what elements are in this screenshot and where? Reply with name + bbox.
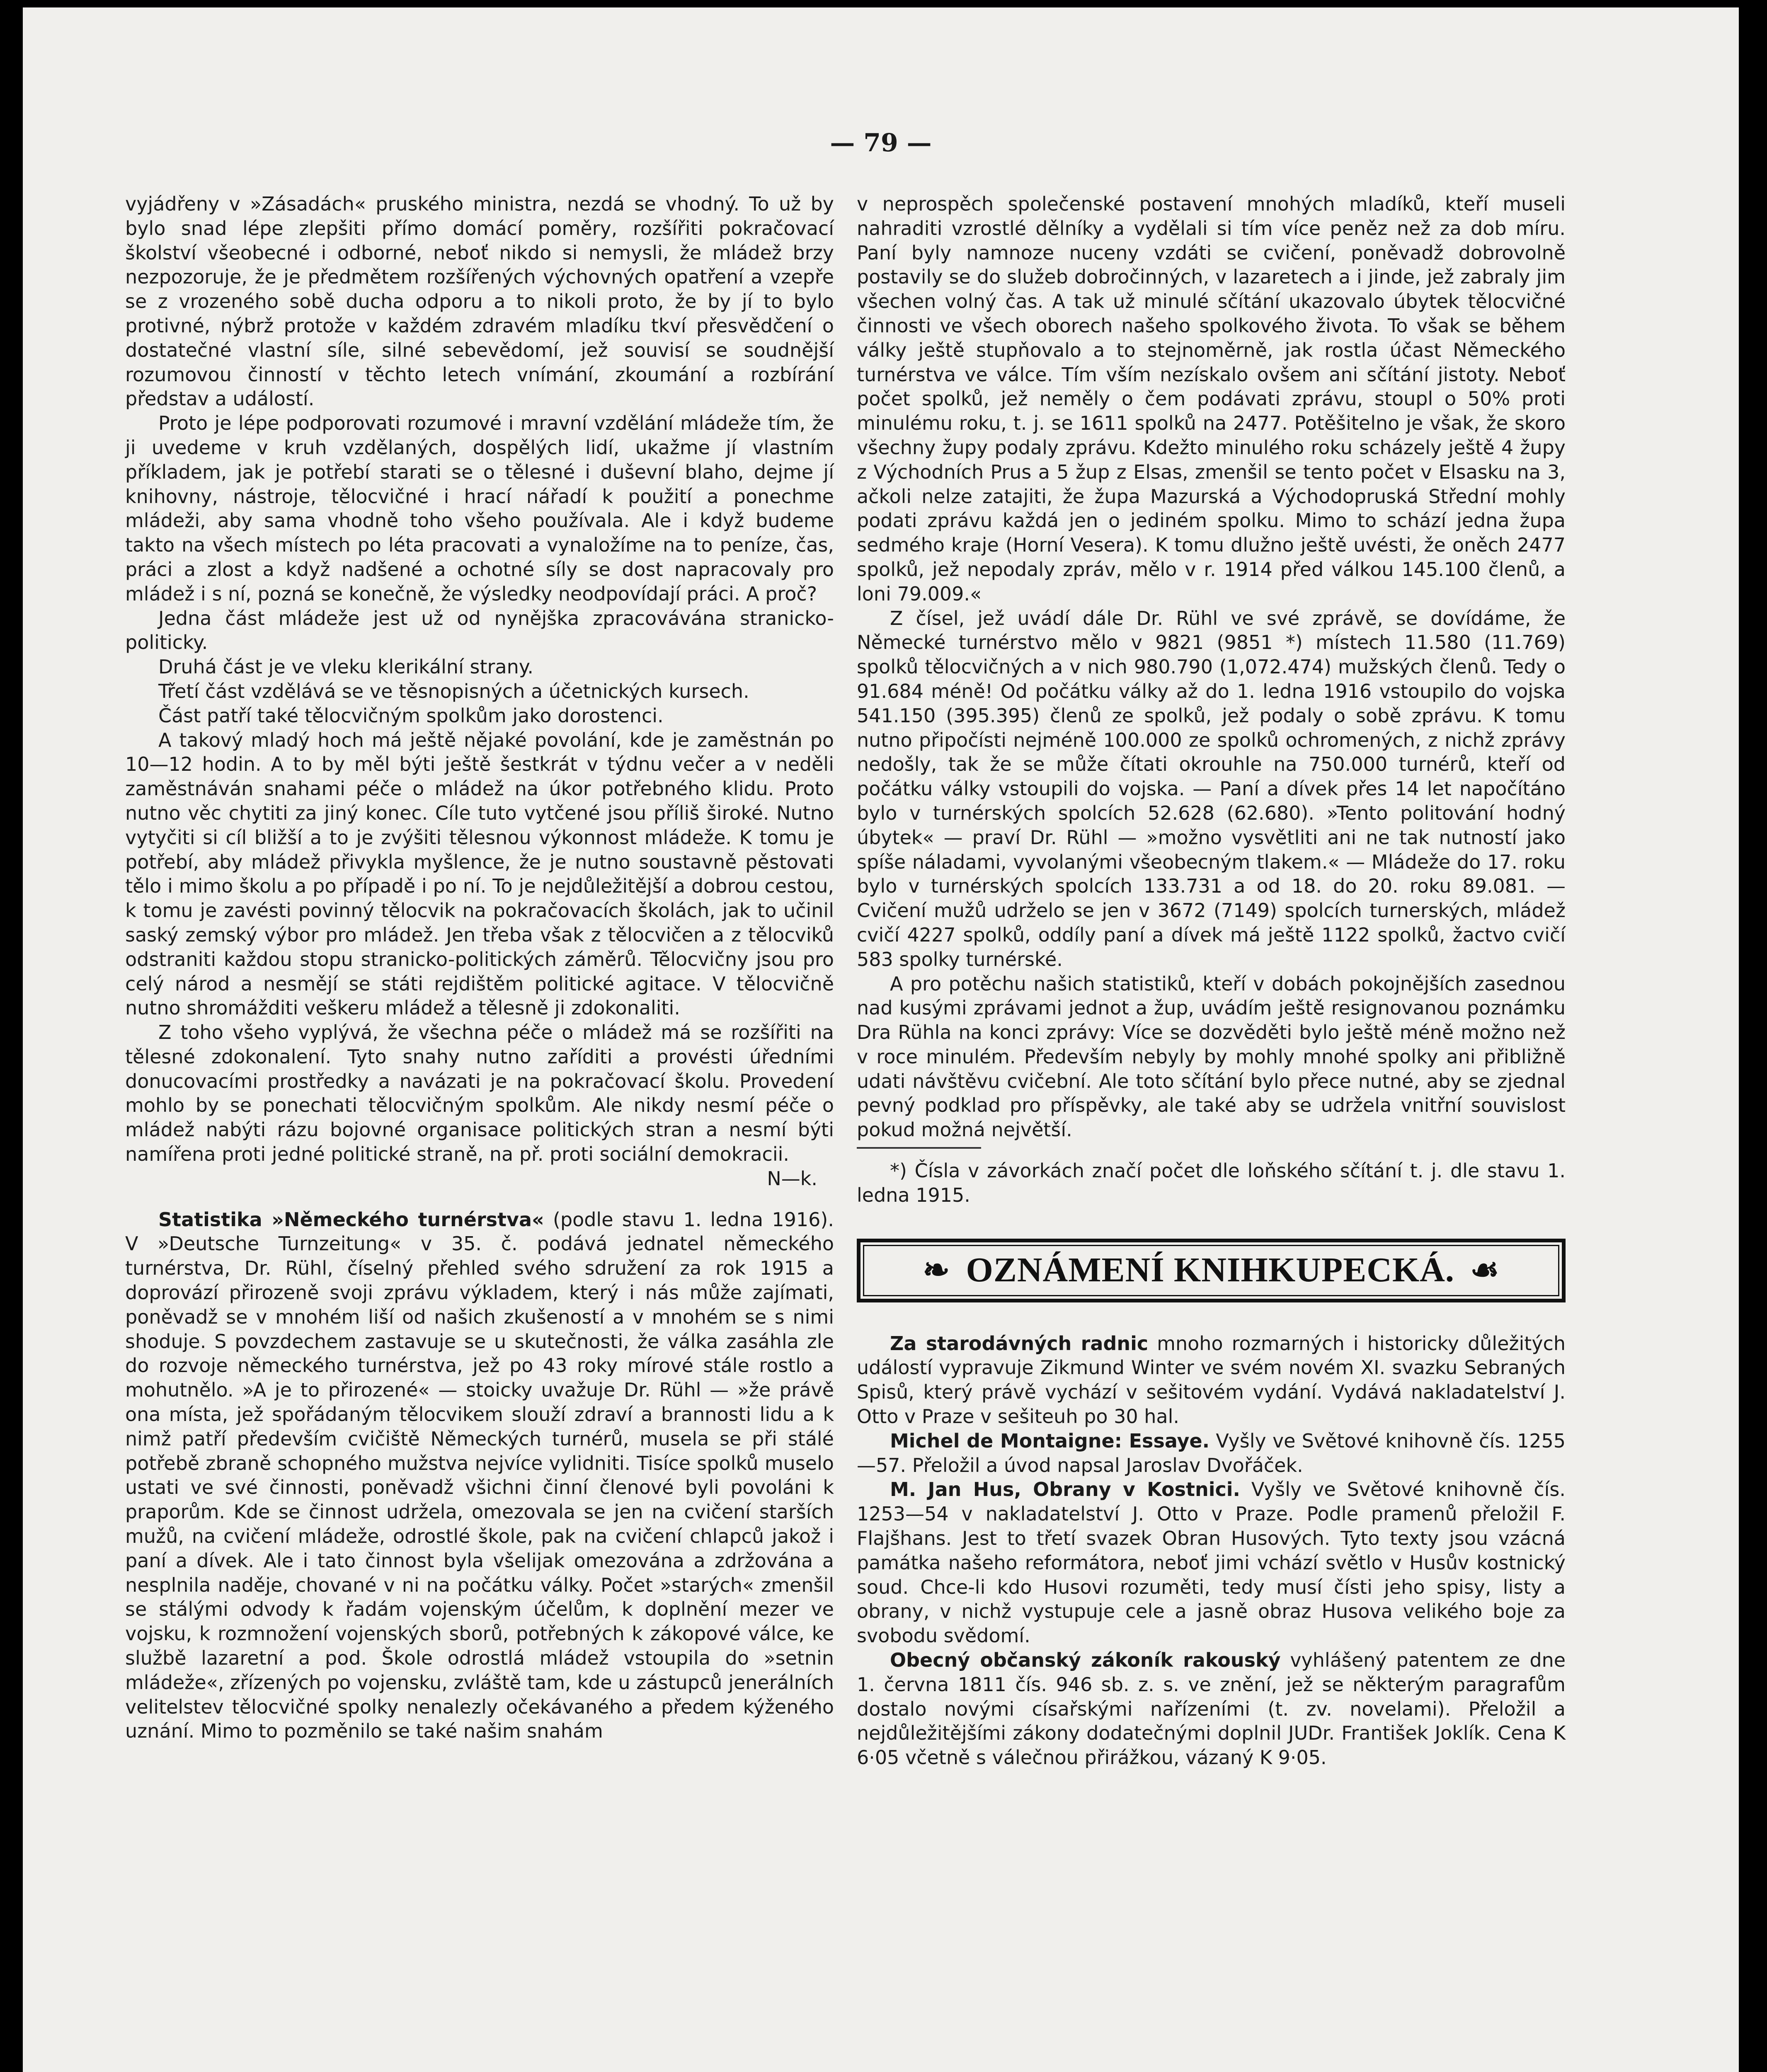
paragraph: A pro potěchu našich statistiků, kteří v dobách pokojnějších zasednou nad kusými zprávami jednot a žup, uvádím ještě resignovanou poznámku Dra Rühla na konci zprávy: Více se dozvěděti bylo ještě méně možno než v roce minulém. Především nebyly by mohly mnohé spolky ani přibližně udati návštěvu cvičební. Ale toto sčítání bylo přece nutné, aby se zjednal pevný podklad pro příspěvky, ale také aby se udržela vnitřní souvislost pokud možná největší. — [857, 972, 1566, 1141]
paragraph: v neprospěch společenské postavení mnohých mladíků, kteří museli nahraditi vzrostlé dělníky a vydělali si tím více peněz než za dob míru. Paní byly namnoze nuceny vzdáti se cvičení, poněvadž dobrovolně postavily se do služeb dobročinných, v lazaretech a i jinde, jež zabraly jim všechen volný čas. A tak už minulé sčítání ukazovalo úbytek tělocvičné činnosti ve všech oborech našeho spolkového života. To však se během války ještě stupňovalo a to stejnoměrně, jak rostla účast Německého turnérstva ve válce. Tím vším nezískalo ovšem ani sčítání jistoty. Neboť počet spolků, jež neměly o čem podávati zprávu, stoupl o 50% proti minulému roku, t. j. se 1611 spolků na 2477. Potěšitelno je však, že skoro všechny župy podaly zprávu. Kdežto minulého roku scházely ještě 4 župy z Východních Prus a 5 žup z Elsas, zmenšil se tento počet v Elsasku na 3, ačkoli nelze zatajiti, že župa Mazurská a Východopruská Střední mohly podati zprávu každá jen o jediném spolku. Mimo to schází jedna župa sedmého kraje (Horní Vesera). K tomu dlužno ještě uvésti, že oněch 2477 spolků, jež nepodaly zpráv, mělo v r. 1914 před válkou 145.100 členů, a loni 79.009.« — [857, 193, 1566, 605]
scanned-page — [23, 7, 1739, 2072]
paragraph: Část patří také tělocvičným spolkům jako dorostenci. — [158, 704, 664, 727]
announcement-title: Michel de Montaigne: Essaye. — [890, 1429, 1210, 1452]
announcement-title: Obecný občanský zákoník rakouský — [890, 1649, 1281, 1672]
ornament-left-icon: ❧ — [923, 1252, 950, 1288]
section-banner — [857, 1239, 1566, 1302]
announcement — [857, 1429, 1566, 1478]
author-signature: N—k. — [767, 1167, 817, 1190]
article-body: (podle stavu 1. ledna 1916). V »Deutsche Turnzeitung« v 35. č. podává jednatel německého turnérstva, Dr. Rühl, číselný přehled svého sdružení za rok 1915 a doprovází přirozeně svoji zprávu výkladem, který i nás může zajímati, poněvadž se v mnohém liší od našich zkušeností a v mnohém se s nimi shoduje. S povzdechem zastavuje se u skutečnosti, že válka zasáhla zle do rozvoje německého turnérstva, jež po 43 roky mírové stále rostlo a mohutnělo. »A je to přirozené« — stoicky uvažuje Dr. Rühl — »že právě ona místa, jež spořádaným tělocvikem slouží zdraví a brannosti lidu a k nimž patří především cvičiště Německých turnérů, musela se při stálé potřebě zbraně schopného mužstva nejvíce vylidniti. Tisíce spolků muselo ustati ve své činnosti, poněvadž všichni činní členové byli povoláni k praporům. Kde se činnost udržela, omezovala se jen na cvičení starších mužů, na cvičení mládeže, odrostlé škole, pak na cvičení chlapců jakož i paní a dívek. Ale i tato činnost byla všelijak omezována a zdržována a nesplnila naděje, chované v ni na počátku války. Počet »starých« zmenšil se stálými odvody k řadám vojenským účelům, k doplnění mezer ve vojsku, k rozmnožení vojenských sborů, potřebných k zákopové válce, ke službě lazaretní a pod. Škole odrostlá mládež vstoupila do »setnin mládeže«, zřízených po vojensku, zvláště tam, kde u zástupců jenerálních velitelstev tělocvičné spolky nenalezly očekávaného a předem kýženého uznání. Mimo to pozměnilo se také našim snahám — [125, 1208, 834, 1743]
article-title: Statistika »Německého turnérstva« — [158, 1208, 544, 1231]
paragraph: Druhá část je ve vleku klerikální strany. — [158, 656, 534, 678]
article-statistika — [125, 1208, 834, 1744]
banner-title: OZNÁMENÍ KNIHKUPECKÁ. — [966, 1251, 1454, 1290]
footnote: *) Čísla v závorkách značí počet dle loňského sčítání t. j. dle stavu 1. ledna 1915. — [857, 1159, 1566, 1206]
announcement-text: vyhlášený patentem ze dne 1. června 1811 čís. 946 sb. z. s. ve znění, jež se některým paragrafům dostalo novými císařskými nařízeními (t. zv. novelami). Přeložil a nejdůležitějšími zákony dodatečnými doplnil JUDr. František Joklík. Cena K 6·05 včetně s válečnou přirážkou, vázaný K 9·05. — [857, 1649, 1566, 1769]
announcement — [857, 1477, 1566, 1648]
announcement-title: Za starodávných radnic — [890, 1332, 1149, 1355]
paragraph: Z čísel, jež uvádí dále Dr. Rühl ve své zprávě, se dovídáme, že Německé turnérstvo mělo v 9821 (9851 *) místech 11.580 (11.769) spolků tělocvičných a v nich 980.790 (1,072.474) mužských členů. Tedy o 91.684 méně! Od počátku války až do 1. ledna 1916 vstoupilo do vojska 541.150 (395.395) členů ze spolků, jež podaly o sobě zprávu. K tomu nutno připočísti nejméně 100.000 ze spolků ochromených, z nichž zprávy nedošly, tak že se může čítati okrouhle na 750.000 turnérů, kteří od počátku války vstoupili do vojska. — Paní a dívek přes 14 let napočítáno bylo v turnérských spolcích 52.628 (62.680). »Tento politování hodný úbytek« — praví Dr. Rühl — »možno vysvětliti ani ne tak nutností jako spíše náladami, vyvolanými všeobecným tlakem.« — Mládeže do 17. roku bylo v turnérských spolcích 133.731 a od 18. do 20. roku 89.081. — Cvičení mužů udrželo se jen v 3672 (7149) spolcích turnerských, mládež cvičí 4227 spolků, oddíly paní a dívek má ještě 1122 spolků, žactvo cvičí 583 spolky turnérské. — [857, 607, 1566, 971]
announcement — [857, 1648, 1566, 1770]
announcement-title: M. Jan Hus, Obrany v Kostnici. — [890, 1478, 1240, 1501]
paragraph: Třetí část vzdělává se ve těsnopisných a účetnických kursech. — [158, 680, 749, 702]
announcement — [857, 1331, 1566, 1429]
paragraph: Proto je lépe podporovati rozumové i mravní vzdělání mládeže tím, že ji uvedeme v kruh vzdělaných, dospělých lidí, ukažme jí vlastním příkladem, jak je potřebí starati se o tělesné i duševní blaho, dejme jí knihovny, nástroje, tělocvičné i hrací nářadí k použití a ponechme mládeži, aby sama vhodně toho všeho používala. Ale i když budeme takto na všech místech po léta pracovati a vynaložíme na to peníze, čas, práci a zlost a když nadšené a ochotné síly se dost napracovaly pro mládež i s ní, pozná se konečně, že výsledky neodpovídají práci. A proč? — [125, 412, 834, 605]
announcement-text: mnoho rozmarných i historicky důležitých událostí vypravuje Zikmund Winter ve svém novém XI. svazku Sebraných Spisů, který právě vychází v sešitovém vydání. Vydává nakladatelství J. Otto v Praze v sešiteuh po 30 hal. — [857, 1332, 1566, 1428]
page-number: — 79 — — [830, 128, 932, 157]
announcement-text: Vyšly ve Světové knihovně čís. 1253—54 v nakladatelství J. Otto v Praze. Podle pramenů přeložil F. Flajšhans. Jest to třetí svazek Obran Husových. Tyto texty jsou vzácná památka našeho reformátora, neboť jimi vchází světlo v Husův kostnický soud. Chce-li kdo Husovi rozuměti, tedy musí čísti jeho spisy, listy a obrany, v nichž vystupuje cele a jasně obraz Husova velikého boje za svobodu svědomí. — [857, 1478, 1566, 1647]
footnote-rule — [857, 1147, 981, 1149]
announcement-text: Vyšly ve Světové knihovně čís. 1255—57. Přeložil a úvod napsal Jaroslav Dvořáček. — [857, 1429, 1566, 1477]
paragraph: vyjádřeny v »Zásadách« pruského ministra, nezdá se vhodný. To už by bylo snad lépe zlepšiti přímo domácí poměry, rozšířiti pokračovací školství všeobecné i odborné, neboť nikdo si nemysli, že mládež brzy nezpozoruje, že je předmětem rozšířených výchovných opatření a vzepře se z vrozeného sobě ducha odporu a to nikoli proto, že by jí to bylo protivné, nýbrž protože v každém zdravém mladíku tkví přesvědčení o dostatečné vlastní síle, silné sebevědomí, jež souvisí se soudnější rozumovou činností v těchto letech vnímání, zkoumání a rozbírání představ a událostí. — [125, 193, 834, 410]
paragraph: Jedna část mládeže jest už od nynějška zpracovávána stranicko-politicky. — [125, 607, 834, 654]
ornament-right-icon: ☙ — [1470, 1252, 1500, 1288]
left-column — [125, 192, 834, 1743]
right-column — [857, 192, 1566, 1770]
paragraph: Z toho všeho vyplývá, že všechna péče o mládež má se rozšířiti na tělesné zdokonalení. Tyto snahy nutno zaříditi a provésti úředními donucovacími prostředky a navázati je na pokračovací školu. Provedení mohlo by se ponechati tělocvičným spolkům. Ale nikdy nesmí péče o mládež nabýti rázu bojovné organisace politických stran a nesmí býti namířena proti jedné politické straně, na př. proti sociální demokracii. — [125, 1021, 834, 1166]
paragraph: A takový mladý hoch má ještě nějaké povolání, kde je zaměstnán po 10—12 hodin. A to by měl býti ještě šestkrát v týdnu večer a v neděli zaměstnáván snahami péče o mládež na úkor potřebného klidu. Proto nutno věc chytiti za jiný konec. Cíle tuto vytčené jsou příliš široké. Nutno vytyčiti si cíl bližší a to je zvýšiti tělesnou výkonnost mládeže. K tomu je potřebí, aby mládež přivykla myšlence, že je nutno soustavně pěstovati tělo i mimo školu a po případě i po ní. To je nejdůležitější a dobrou cestou, k tomu je zavésti povinný tělocvik na pokračovacích školách, jak to učinil saský zemský výbor pro mládež. Jen třeba však z tělocvičen a z tělocviků odstraniti každou stopu stranicko-politických záměrů. Tělocvičny jsou pro celý národ a nesmějí se státi rejdištěm politické agitace. V tělocvičně nutno shromážditi veškeru mládež a tělesně ji zdokonaliti. — [125, 729, 834, 1019]
